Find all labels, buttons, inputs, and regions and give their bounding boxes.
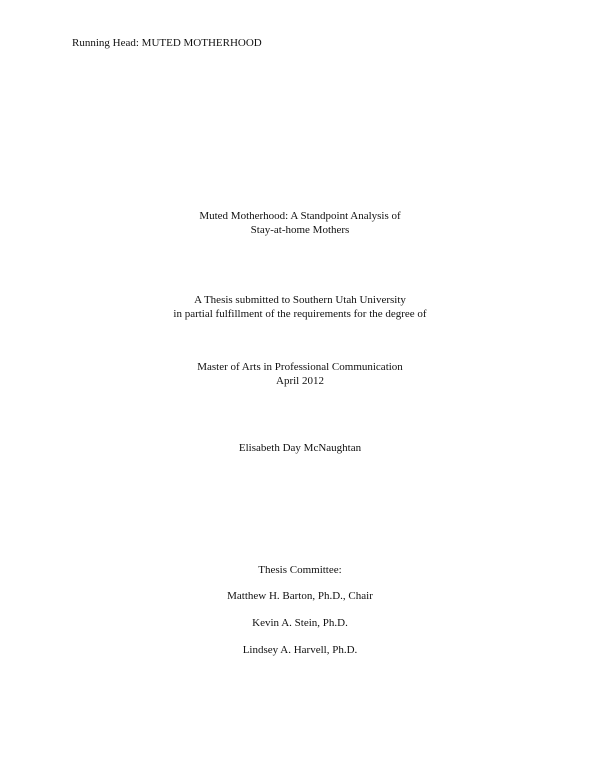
thesis-title [0,209,600,237]
degree-info [0,360,600,388]
submission-statement [0,293,600,321]
committee-heading: Thesis Committee: [258,564,342,576]
author-name: Elisabeth Day McNaughtan [238,442,362,454]
degree-name: Master of Arts in Professional Communication [197,361,403,373]
submission-line-2: in partial fulfillment of the requirements for the degree of [173,308,427,320]
degree-date: April 2012 [276,375,324,387]
submission-line-1: A Thesis submitted to Southern Utah University [194,294,406,306]
thesis-title-line-2: Stay-at-home Mothers [250,224,350,236]
running-head: Running Head: MUTED MOTHERHOOD [72,37,262,49]
committee-member: Matthew H. Barton, Ph.D., Chair [227,590,373,602]
committee-member: Lindsey A. Harvell, Ph.D. [242,644,358,656]
thesis-title-line-1: Muted Motherhood: A Standpoint Analysis of [199,210,401,222]
committee-member: Kevin A. Stein, Ph.D. [252,617,348,629]
